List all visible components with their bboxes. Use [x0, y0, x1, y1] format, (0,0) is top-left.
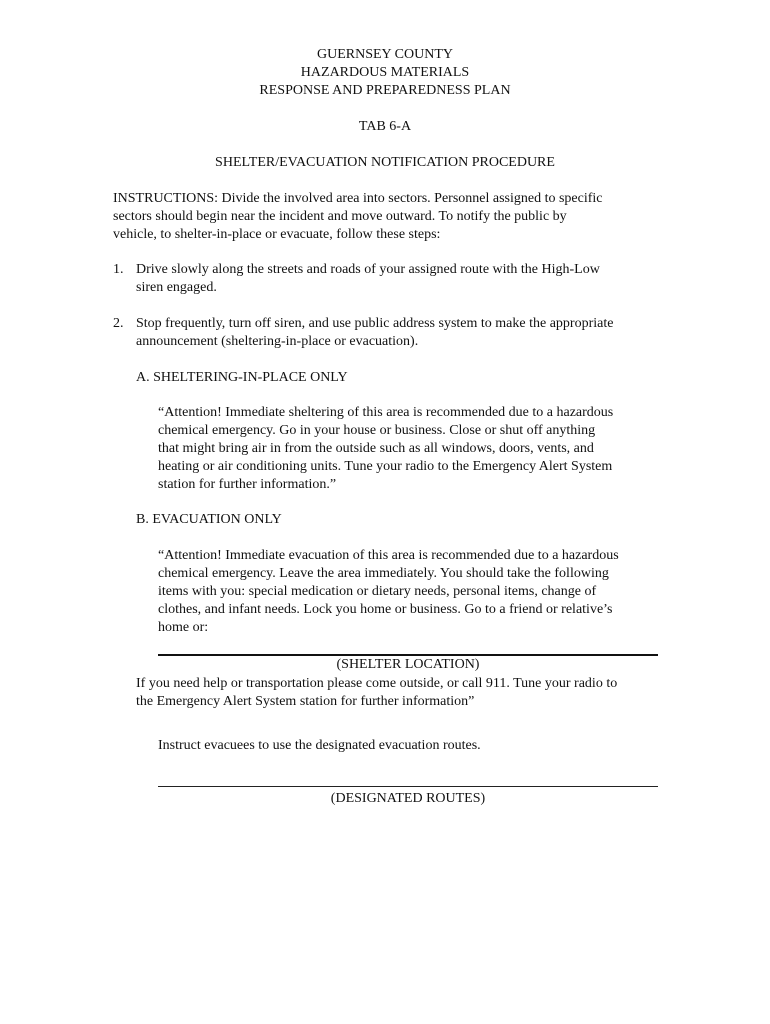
step-number: 2. — [113, 316, 124, 331]
step-line: Stop frequently, turn off siren, and use public address system to make the appropriate — [136, 316, 614, 331]
instruct-evacuees-text: Instruct evacuees to use the designated evacuation routes. — [158, 738, 481, 753]
announcement-line: clothes, and infant needs. Lock you home or business. Go to a friend or relative’s — [158, 602, 613, 617]
paragraph-line: If you need help or transportation please come outside, or call 911. Tune your radio to — [136, 676, 618, 691]
section-a-heading: A. SHELTERING-IN-PLACE ONLY — [136, 370, 348, 385]
shelter-location-label: (SHELTER LOCATION) — [336, 657, 480, 672]
step-line: siren engaged. — [136, 280, 217, 295]
announcement-line: that might bring air in from the outside such as all windows, doors, vents, and — [158, 441, 594, 456]
step-line: Drive slowly along the streets and roads of your assigned route with the High-Low — [136, 262, 600, 277]
instructions-line: INSTRUCTIONS: Divide the involved area into sectors. Personnel assigned to specific — [113, 191, 603, 206]
announcement-line: “Attention! Immediate evacuation of this area is recommended due to a hazardous — [158, 548, 619, 563]
step-line: announcement (sheltering-in-place or evacuation). — [136, 334, 419, 349]
header-hazmat: HAZARDOUS MATERIALS — [300, 65, 470, 80]
announcement-line: heating or air conditioning units. Tune your radio to the Emergency Alert System — [158, 459, 613, 474]
instructions-paragraph — [113, 190, 603, 244]
step-2-text — [136, 315, 613, 351]
section-b-announcement — [158, 547, 619, 637]
header-county: GUERNSEY COUNTY — [317, 47, 453, 62]
section-a-announcement — [158, 404, 613, 494]
step-1-text — [136, 261, 600, 297]
instructions-line: vehicle, to shelter-in-place or evacuate, follow these steps: — [113, 227, 441, 242]
announcement-line: chemical emergency. Go in your house or business. Close or shut off anything — [158, 423, 596, 438]
paragraph-line: the Emergency Alert System station for further information” — [136, 694, 475, 709]
designated-routes-label: (DESIGNATED ROUTES) — [330, 791, 486, 806]
header-plan: RESPONSE AND PREPAREDNESS PLAN — [259, 83, 511, 98]
procedure-title: SHELTER/EVACUATION NOTIFICATION PROCEDURE — [215, 155, 555, 170]
announcement-line: “Attention! Immediate sheltering of this area is recommended due to a hazardous — [158, 405, 614, 420]
designated-routes-blank-line — [158, 786, 658, 787]
after-shelter-paragraph — [136, 675, 617, 711]
tab-label: TAB 6-A — [358, 119, 412, 134]
section-b-heading: B. EVACUATION ONLY — [136, 512, 282, 527]
announcement-line: station for further information.” — [158, 477, 337, 492]
announcement-line: home or: — [158, 620, 209, 635]
announcement-line: items with you: special medication or dietary needs, personal items, change of — [158, 584, 597, 599]
step-number: 1. — [113, 262, 124, 277]
announcement-line: chemical emergency. Leave the area immediately. You should take the following — [158, 566, 609, 581]
instructions-line: sectors should begin near the incident and move outward. To notify the public by — [113, 209, 567, 224]
